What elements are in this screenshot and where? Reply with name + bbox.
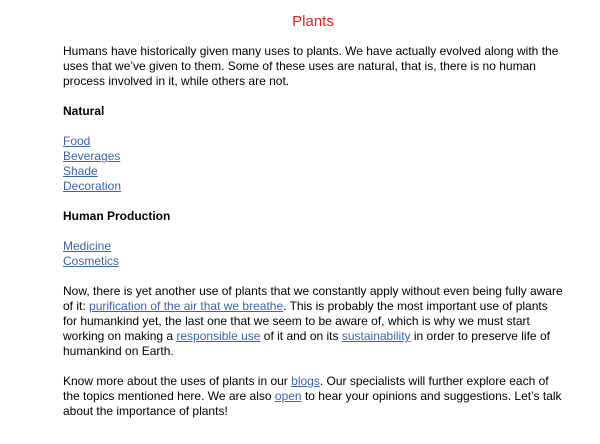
intro-paragraph: Humans have historically given many uses to plants. We have actually evolved along with the uses that we’ve given to them. Some of these uses are natural, that is, there is no human process involved in it, while others are not.	[63, 44, 559, 88]
link-cosmetics[interactable]: Cosmetics	[63, 254, 120, 268]
para2-text-2: . This is probably the most important use of plants for humankind yet, the last one that we seem to be aware of, which is why we must start working on making a	[63, 299, 548, 343]
air-purification-paragraph	[63, 284, 563, 359]
link-food[interactable]: Food	[63, 134, 91, 148]
link-blogs[interactable]: blogs	[291, 374, 320, 388]
para2-text-1: Now, there is yet another use of plants that we constantly apply without even being fully aware of it:	[63, 284, 563, 313]
page-title: Plants	[292, 13, 334, 30]
link-medicine[interactable]: Medicine	[63, 239, 112, 253]
blogs-paragraph	[63, 374, 563, 419]
link-shade[interactable]: Shade	[63, 164, 98, 178]
link-decoration[interactable]: Decoration	[63, 179, 122, 193]
human-production-list	[63, 239, 563, 269]
natural-heading: Natural	[63, 104, 105, 118]
para2-text-4: in order to preserve life of humankind on Earth.	[63, 329, 550, 358]
link-open[interactable]: open	[274, 389, 302, 403]
natural-list	[63, 134, 563, 194]
para3-text-2: . Our specialists will further explore each of the topics mentioned here. We are also	[63, 374, 549, 403]
link-beverages[interactable]: Beverages	[63, 149, 121, 163]
link-responsible-use[interactable]: responsible use	[176, 329, 261, 343]
link-air-purification[interactable]: purification of the air that we breathe	[89, 299, 284, 313]
para3-text-3: to hear your opinions and suggestions. Let’s talk about the importance of plants!	[63, 389, 562, 418]
para2-text-3: of it and on its	[260, 329, 342, 343]
para3-text-1: Know more about the uses of plants in our	[63, 374, 292, 388]
document-page	[63, 0, 563, 419]
link-sustainability[interactable]: sustainability	[341, 329, 411, 343]
human-production-heading: Human Production	[63, 209, 171, 223]
